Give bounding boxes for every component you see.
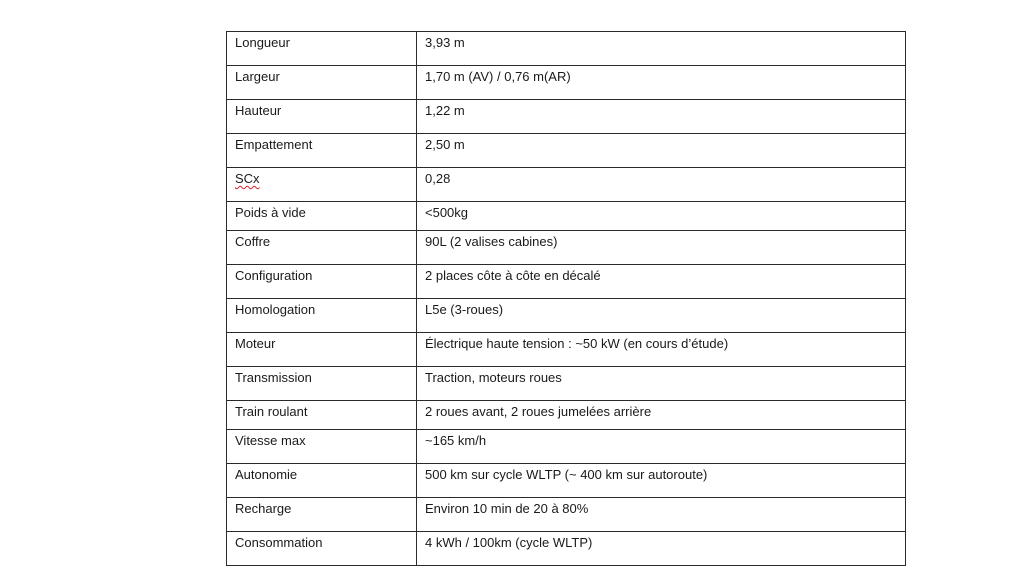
table-row [227,202,906,231]
spec-value: L5e (3-roues) [417,299,906,333]
spec-value: 2 places côte à côte en décalé [417,265,906,299]
table-row [227,66,906,100]
spec-value: ~165 km/h [417,430,906,464]
spec-label: Largeur [227,66,417,100]
table-row [227,231,906,265]
spec-value: 2 roues avant, 2 roues jumelées arrière [417,401,906,430]
table-row [227,532,906,566]
spec-value: 1,70 m (AV) / 0,76 m(AR) [417,66,906,100]
spellcheck-underlined-label: SCx [235,171,260,186]
spec-value: 500 km sur cycle WLTP (~ 400 km sur autoroute) [417,464,906,498]
spec-label [227,168,417,202]
table-row [227,134,906,168]
spec-value: Environ 10 min de 20 à 80% [417,498,906,532]
spec-value: Électrique haute tension : ~50 kW (en cours d’étude) [417,333,906,367]
table-row [227,265,906,299]
table-row [227,100,906,134]
spec-value: <500kg [417,202,906,231]
table-row [227,430,906,464]
spec-value: 0,28 [417,168,906,202]
spec-value: 2,50 m [417,134,906,168]
spec-label: Homologation [227,299,417,333]
spec-label: Empattement [227,134,417,168]
table-row [227,367,906,401]
table-row [227,299,906,333]
table-row [227,401,906,430]
spec-label: Recharge [227,498,417,532]
spec-label: Vitesse max [227,430,417,464]
spec-label: Autonomie [227,464,417,498]
spec-label: Longueur [227,32,417,66]
spec-label: Moteur [227,333,417,367]
spec-value: Traction, moteurs roues [417,367,906,401]
spec-label: Transmission [227,367,417,401]
spec-value: 3,93 m [417,32,906,66]
spec-table [226,31,906,566]
table-row [227,464,906,498]
spec-label: Train roulant [227,401,417,430]
spec-label: Coffre [227,231,417,265]
spec-value: 4 kWh / 100km (cycle WLTP) [417,532,906,566]
spec-value: 1,22 m [417,100,906,134]
spec-value: 90L (2 valises cabines) [417,231,906,265]
spec-label: Poids à vide [227,202,417,231]
table-row [227,333,906,367]
table-row [227,168,906,202]
table-row [227,32,906,66]
spec-label: Consommation [227,532,417,566]
table-row [227,498,906,532]
spec-label: Hauteur [227,100,417,134]
spec-label: Configuration [227,265,417,299]
